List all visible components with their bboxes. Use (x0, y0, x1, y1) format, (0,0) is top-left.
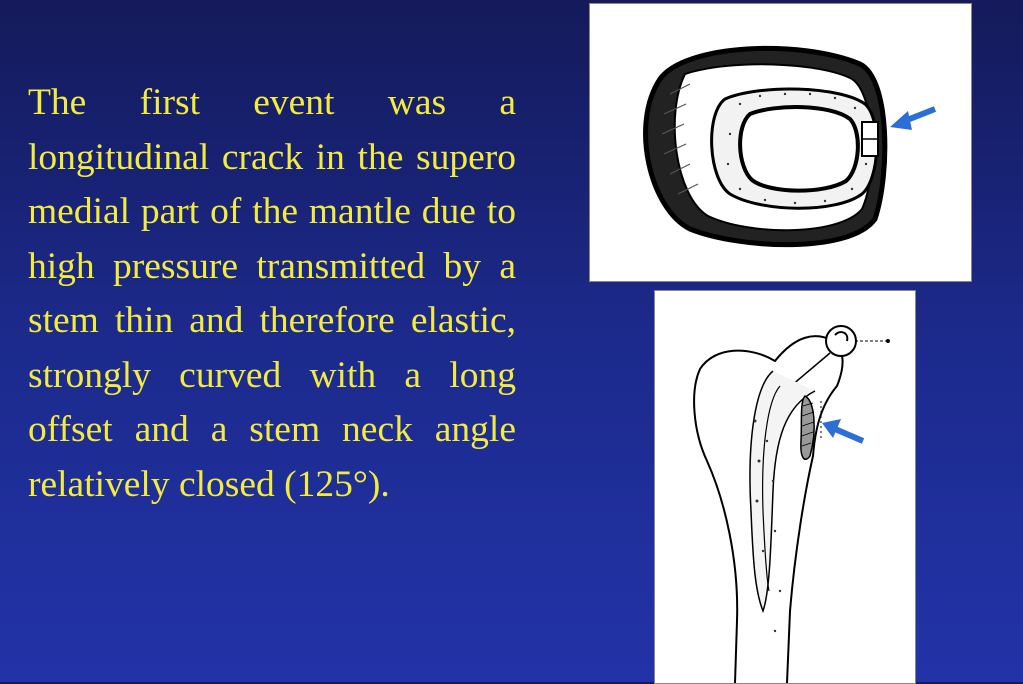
stem-section (740, 107, 858, 191)
femur-drawing (654, 290, 916, 684)
slide-body-text: The first event was a longitudinal crack in the supero medial part of the mantle due to high pressure transmitted by a stem thin and therefore elastic, strongly curved with a long offset and a stem neck angle relatively closed (125°). (28, 82, 516, 505)
femur-illustration (655, 291, 915, 683)
arrow-left-icon (822, 419, 863, 441)
cross-section-drawing (589, 3, 972, 282)
arrow-left-icon (890, 109, 935, 130)
cross-section-illustration (590, 4, 971, 281)
crack-region (801, 396, 814, 459)
prosthesis-head (826, 326, 856, 356)
